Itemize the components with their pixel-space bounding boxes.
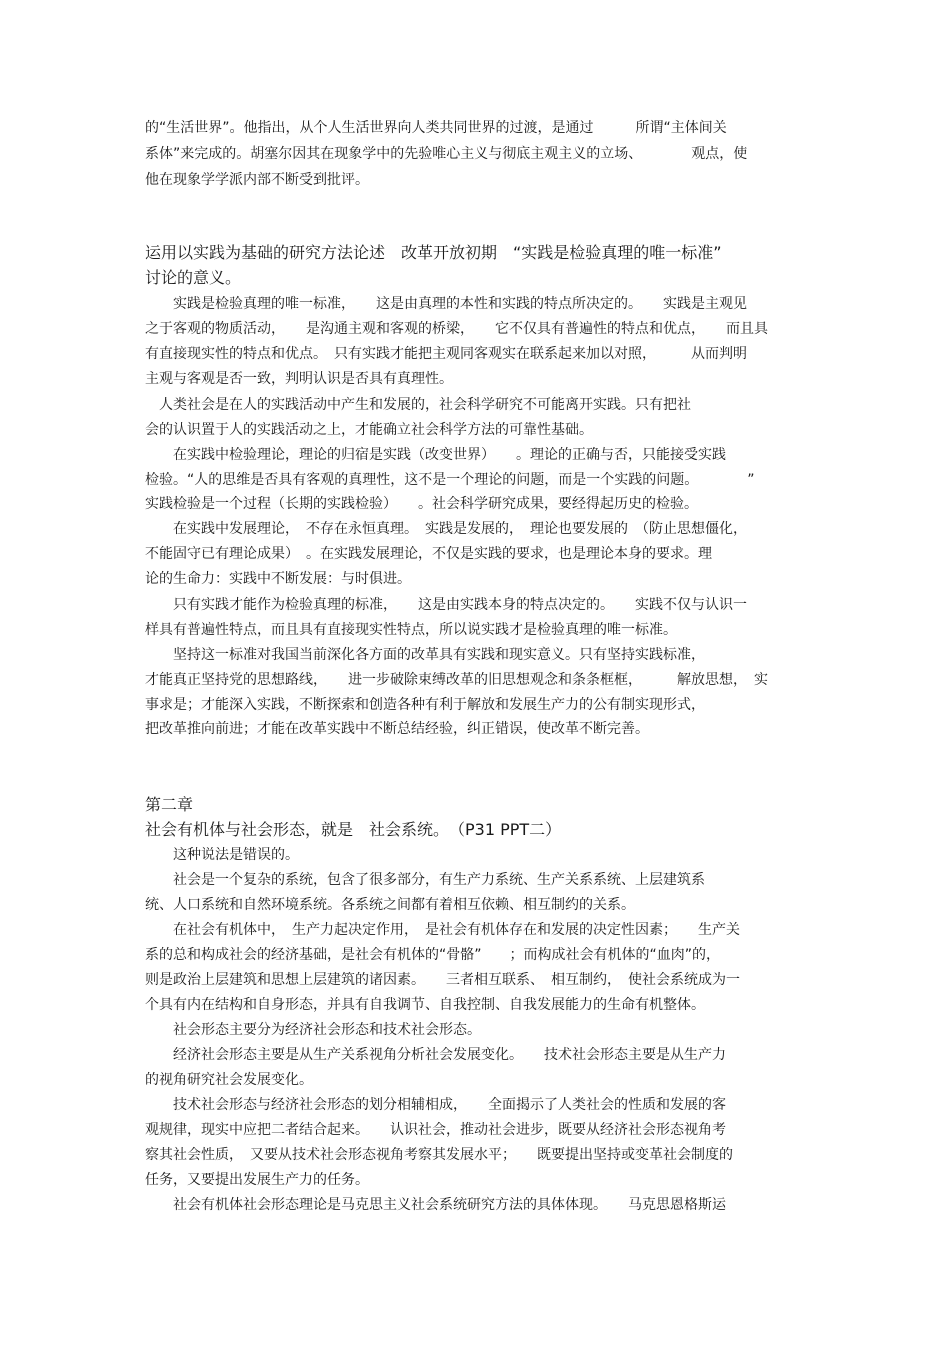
text-line: 才能真正坚持党的思想路线， 进一步破除束缚改革的旧思想观念和条条框框， 解放思想， 实 xyxy=(145,672,768,688)
text-line: 社会有机体社会形态理论是马克思主义社会系统研究方法的具体体现。 马克思恩格斯运 xyxy=(145,1197,726,1213)
section-heading: 讨论的意义。 xyxy=(145,268,242,287)
text-line: 个具有内在结构和自身形态，并具有自我调节、自我控制、自我发展能力的生命有机整体。 xyxy=(145,997,705,1013)
text-line: 在实践中检验理论，理论的归宿是实践（改变世界） 。理论的正确与否，只能接受实践 xyxy=(145,447,726,463)
section-heading: 运用以实践为基础的研究方法论述 改革开放初期 “实践是检验真理的唯一标准” xyxy=(145,243,722,262)
text-line: 社会形态主要分为经济社会形态和技术社会形态。 xyxy=(145,1022,481,1038)
text-line: 任务，又要提出发展生产力的任务。 xyxy=(145,1172,369,1188)
text-line: 的“生活世界”。他指出，从个人生活世界向人类共同世界的过渡，是通过 所谓“主体间关 xyxy=(145,120,727,136)
text-line: 观规律，现实中应把二者结合起来。 认识社会，推动社会进步，既要从经济社会形态视角考 xyxy=(145,1122,726,1138)
text-line: 检验。“人的思维是否具有客观的真理性，这不是一个理论的问题，而是一个实践的问题。 ” xyxy=(145,472,755,488)
text-line: 实践检验是一个过程（长期的实践检验） 。社会科学研究成果，要经得起历史的检验。 xyxy=(145,496,698,512)
text-line: 的视角研究社会发展变化。 xyxy=(145,1072,313,1088)
text-line: 论的生命力：实践中不断发展：与时俱进。 xyxy=(145,571,411,587)
text-line: 只有实践才能作为检验真理的标准， 这是由实践本身的特点决定的。 实践不仅与认识一 xyxy=(145,597,747,613)
chapter-title: 第二章 xyxy=(145,795,194,814)
text-line: 在实践中发展理论， 不存在永恒真理。 实践是发展的， 理论也要发展的 （防止思想僵化， xyxy=(145,521,747,537)
text-line: 系体”来完成的。胡塞尔因其在现象学中的先验唯心主义与彻底主观主义的立场、 观点，使 xyxy=(145,146,748,162)
text-line: 统、人口系统和自然环境系统。各系统之间都有着相互依赖、相互制约的关系。 xyxy=(145,897,635,913)
text-line: 在社会有机体中， 生产力起决定作用， 是社会有机体存在和发展的决定性因素； 生产关 xyxy=(145,922,740,938)
text-line: 把改革推向前进；才能在改革实践中不断总结经验，纠正错误，使改革不断完善。 xyxy=(145,721,649,737)
text-line: 察其社会性质， 又要从技术社会形态视角考察其发展水平； 既要提出坚持或变革社会制度的 xyxy=(145,1147,733,1163)
text-line: 不能固守已有理论成果） 。在实践发展理论，不仅是实践的要求，也是理论本身的要求。理 xyxy=(145,546,712,562)
section-heading: 社会有机体与社会形态，就是 社会系统。 （P31 PPT二） xyxy=(145,820,562,839)
text-line: 这种说法是错误的。 xyxy=(145,847,299,863)
text-line: 坚持这一标准对我国当前深化各方面的改革具有实践和现实意义。只有坚持实践标准， xyxy=(145,647,705,663)
text-line: 样具有普遍性特点，而且具有直接现实性特点，所以说实践才是检验真理的唯一标准。 xyxy=(145,622,677,638)
text-line: 实践是检验真理的唯一标准， 这是由真理的本性和实践的特点所决定的。 实践是主观见 xyxy=(145,296,747,312)
text-line: 有直接现实性的特点和优点。 只有实践才能把主观同客观实在联系起来加以对照， 从而判明 xyxy=(145,346,747,362)
text-line: 则是政治上层建筑和思想上层建筑的诸因素。 三者相互联系、 相互制约， 使社会系统成为一 xyxy=(145,972,740,988)
text-line: 会的认识置于人的实践活动之上，才能确立社会科学方法的可靠性基础。 xyxy=(145,422,593,438)
text-line: 他在现象学学派内部不断受到批评。 xyxy=(145,172,369,188)
text-line: 经济社会形态主要是从生产关系视角分析社会发展变化。 技术社会形态主要是从生产力 xyxy=(145,1047,726,1063)
text-line: 人类社会是在人的实践活动中产生和发展的，社会科学研究不可能离开实践。只有把社 xyxy=(145,397,691,413)
text-line: 事求是；才能深入实践，不断探索和创造各种有利于解放和发展生产力的公有制实现形式， xyxy=(145,697,705,713)
text-line: 技术社会形态与经济社会形态的划分相辅相成， 全面揭示了人类社会的性质和发展的客 xyxy=(145,1097,726,1113)
text-line: 之于客观的物质活动， 是沟通主观和客观的桥梁， 它不仅具有普遍性的特点和优点， 而且具 xyxy=(145,321,768,337)
text-line: 系的总和构成社会的经济基础，是社会有机体的“骨骼” ；而构成社会有机体的“血肉”的， xyxy=(145,947,721,963)
text-line: 主观与客观是否一致，判明认识是否具有真理性。 xyxy=(145,371,453,387)
text-line: 社会是一个复杂的系统，包含了很多部分，有生产力系统、生产关系系统、上层建筑系 xyxy=(145,872,705,888)
